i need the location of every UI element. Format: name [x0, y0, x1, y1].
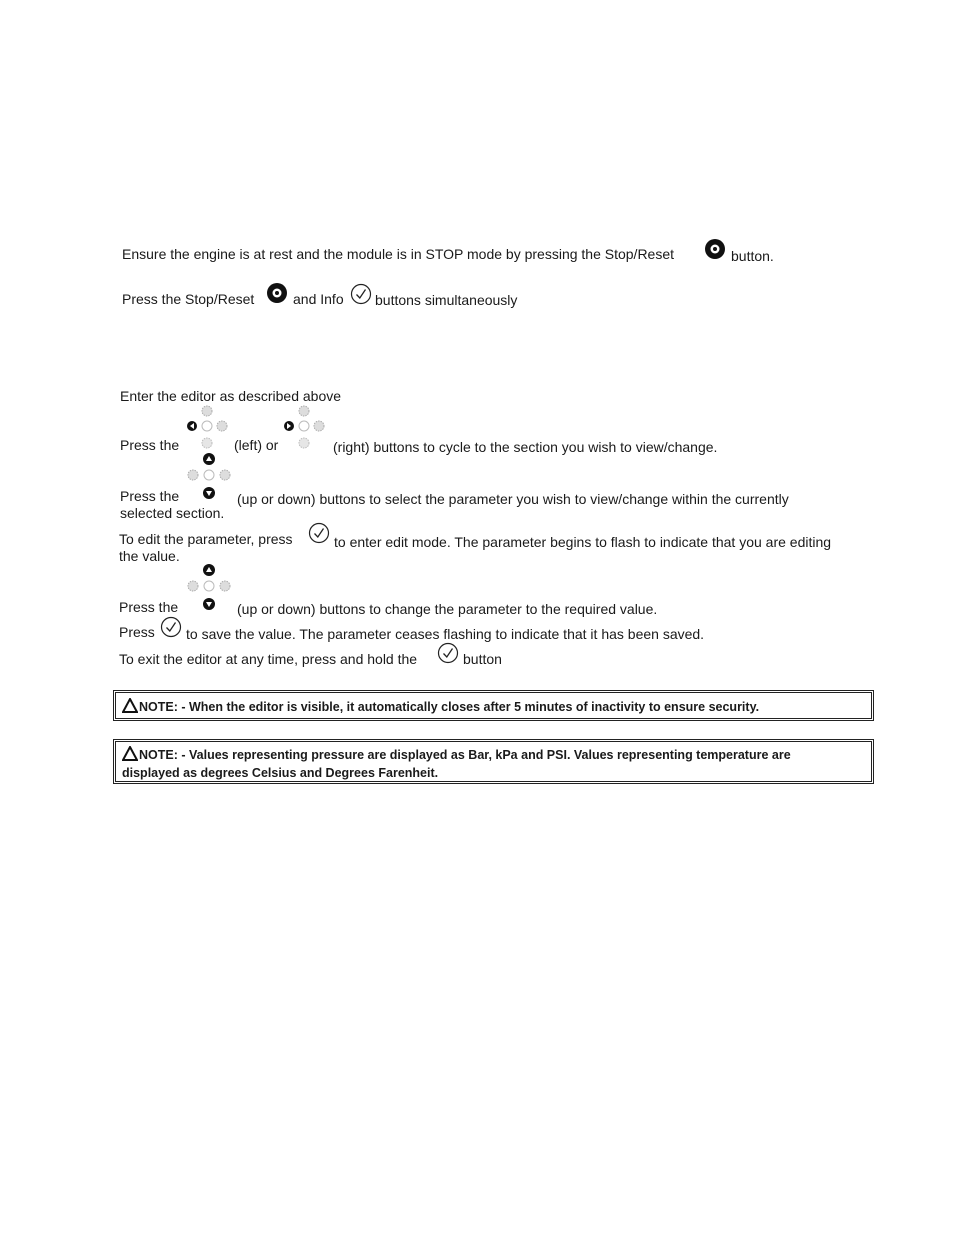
save-text-b: to save the value. The parameter ceases flashing to indicate that it has been saved.: [186, 626, 705, 642]
save-text-a: Press: [119, 624, 155, 640]
note-units-text-line2: displayed as degrees Celsius and Degrees Farenheit.: [122, 766, 439, 780]
nav-pad-left-icon: [186, 404, 232, 450]
note-editor-timeout: [113, 690, 874, 721]
select-text-b: (up or down) buttons to select the parameter you wish to view/change within the currently: [237, 491, 789, 507]
cycle-text-c: (right) buttons to cycle to the section you wish to view/change.: [333, 439, 718, 455]
stop-reset-icon: [266, 282, 288, 304]
exit-text-b: button: [463, 651, 502, 667]
enter-editor-text: Enter the editor as described above: [120, 388, 342, 404]
stop-mode-instruction: [122, 246, 674, 263]
cycle-text-b: (left) or: [234, 437, 279, 453]
edit-text-a: To edit the parameter, press: [119, 531, 293, 547]
info-tick-icon: [437, 642, 459, 664]
nav-pad-updown-icon: [185, 562, 235, 614]
stop-info-end: buttons simultaneously: [375, 292, 518, 308]
cycle-text-a: Press the: [120, 437, 180, 453]
edit-text-b: to enter edit mode. The parameter begins to flash to indicate that you are editing: [334, 534, 832, 550]
stop-mode-text-end: button.: [731, 248, 774, 264]
info-tick-icon: [160, 616, 182, 638]
nav-pad-right-icon: [283, 404, 329, 450]
select-text-a: Press the: [120, 488, 180, 504]
select-text-c: selected section.: [120, 505, 225, 521]
info-tick-icon: [350, 283, 372, 305]
note-units-text-line1: NOTE: - Values representing pressure are displayed as Bar, kPa and PSI. Values representing temperature are: [139, 748, 791, 762]
change-text-b: (up or down) buttons to change the parameter to the required value.: [237, 601, 658, 617]
stop-info-instruction: Press the Stop/Reset: [122, 291, 255, 307]
exit-text-a: To exit the editor at any time, press and hold the: [119, 651, 418, 667]
warning-triangle-icon: [122, 698, 138, 717]
stop-mode-text: Ensure the engine is at rest and the module is in STOP mode by pressing the Stop/Reset: [122, 246, 675, 262]
edit-text-c: the value.: [119, 548, 180, 564]
stop-reset-icon: [704, 238, 726, 260]
note-editor-timeout-text: NOTE: - When the editor is visible, it automatically closes after 5 minutes of inactivity to ensure security.: [139, 700, 760, 714]
note-units: [113, 739, 874, 784]
stop-info-and: and Info: [293, 291, 344, 307]
nav-pad-updown-icon: [185, 451, 235, 503]
info-tick-icon: [308, 522, 330, 544]
warning-triangle-icon: [122, 746, 138, 765]
change-text-a: Press the: [119, 599, 179, 615]
